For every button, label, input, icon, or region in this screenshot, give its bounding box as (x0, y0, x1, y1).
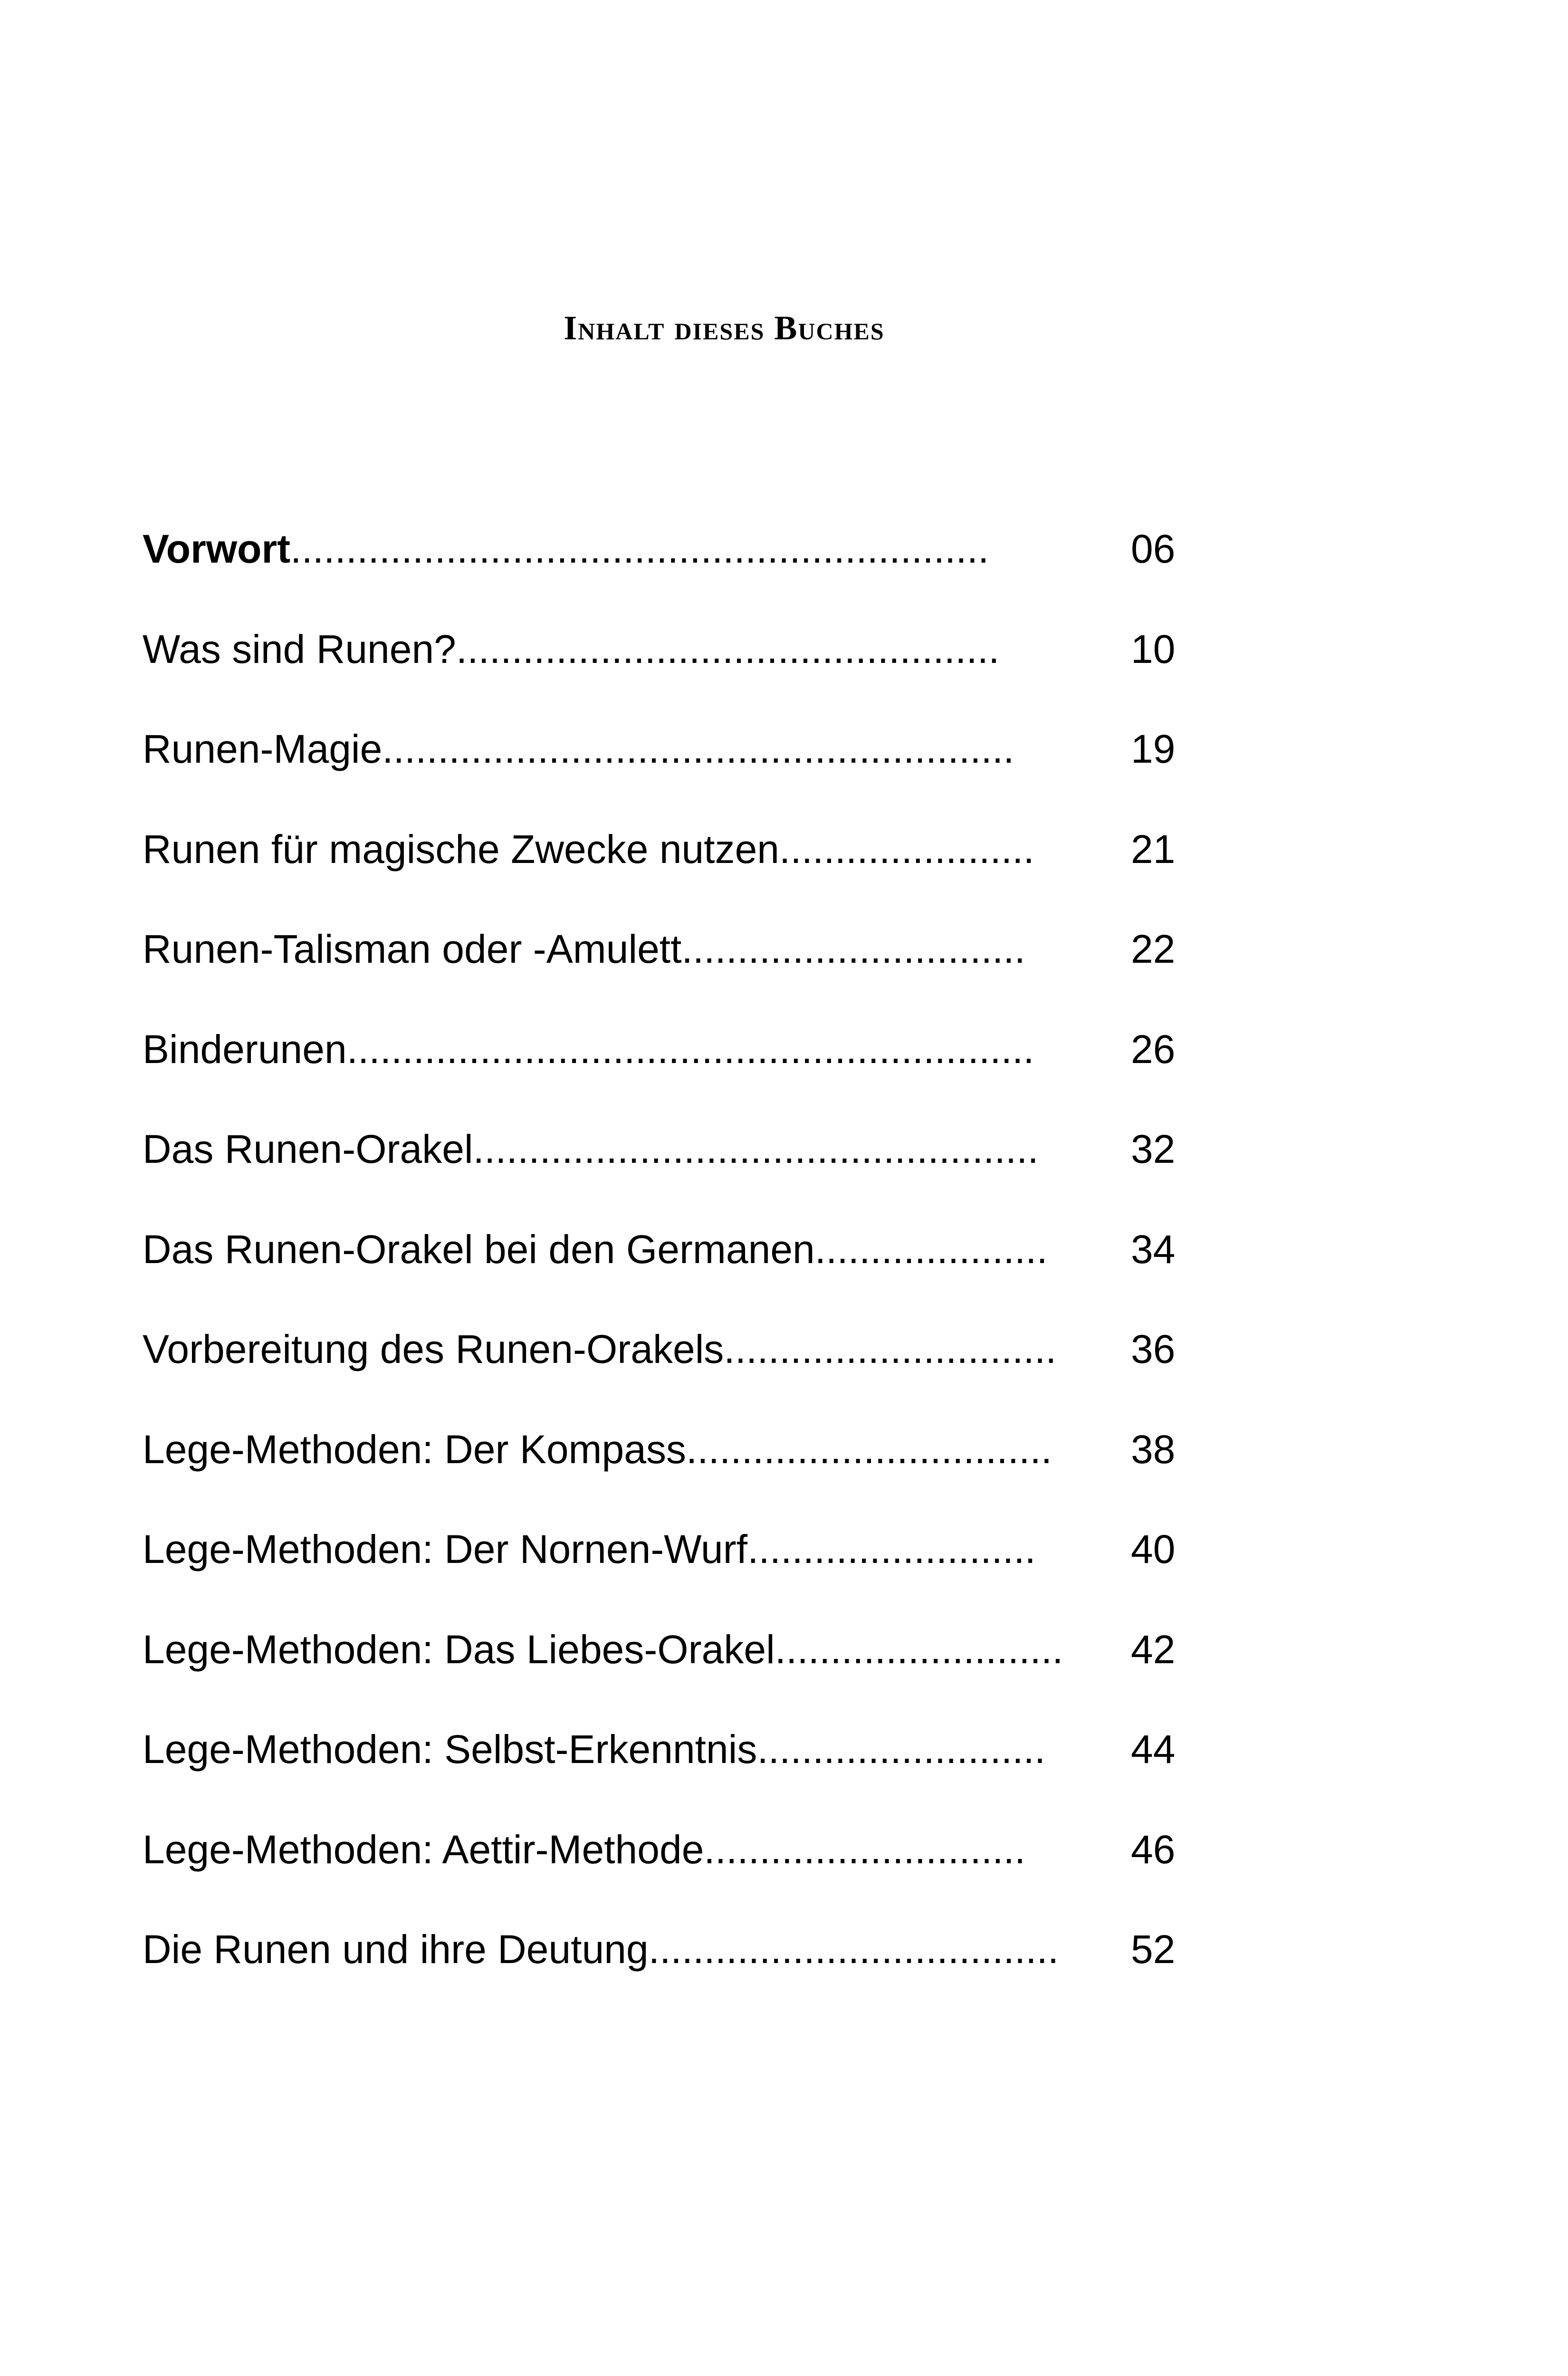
toc-page-number: 34 (1131, 1226, 1176, 1272)
toc-page-number: 42 (1131, 1627, 1176, 1672)
toc-page-number: 19 (1131, 727, 1176, 771)
toc-entry-title: Das Runen-Orakel bei den Germanen..................... (143, 1226, 1048, 1272)
toc-page-number: 40 (1131, 1527, 1176, 1571)
toc-entry (143, 823, 1188, 923)
toc-entry-title: Lege-Methoden: Der Nornen-Wurf.......................... (143, 1527, 1036, 1571)
toc-entry (143, 1423, 1188, 1523)
toc-entry (143, 1223, 1188, 1323)
toc-dot-leader: ................................................... (473, 1127, 1039, 1171)
toc-page-number: 26 (1131, 1026, 1176, 1072)
toc-entry-title: Das Runen-Orakel................................................... (143, 1127, 1039, 1171)
toc-entry (143, 1523, 1188, 1623)
toc-entry (143, 1123, 1188, 1223)
toc-page-number: 38 (1131, 1427, 1176, 1472)
toc-page-number: 10 (1131, 626, 1176, 671)
toc-dot-leader: .............................. (724, 1327, 1057, 1371)
page-title: Inhalt dieses Buches (564, 309, 885, 347)
toc-entry (143, 923, 1188, 1023)
toc-entry-title: Runen-Talisman oder -Amulett............................... (143, 927, 1025, 971)
toc-entry-title: Lege-Methoden: Aettir-Methode............................. (143, 1827, 1026, 1872)
toc-entry (143, 1723, 1188, 1823)
toc-entry (143, 1623, 1188, 1724)
toc-entry-title: Runen für magische Zwecke nutzen....................... (143, 826, 1034, 872)
toc-dot-leader: .............................................................. (346, 1026, 1034, 1072)
toc-page-number: 36 (1131, 1327, 1176, 1371)
toc-entry (143, 523, 1188, 623)
toc-dot-leader: .......................... (747, 1527, 1036, 1571)
toc-dot-leader: ............................................................... (290, 527, 989, 571)
toc-page-number: 44 (1131, 1727, 1176, 1772)
toc-page-number: 21 (1131, 826, 1176, 872)
toc-dot-leader: .......................... (757, 1727, 1046, 1772)
toc-dot-leader: ................................. (686, 1427, 1052, 1472)
toc-entry-title: Lege-Methoden: Selbst-Erkenntnis.......................... (143, 1727, 1046, 1772)
toc-entry-title: Binderunen.............................................................. (143, 1026, 1034, 1072)
toc-entry (143, 1923, 1188, 2023)
toc-entry (143, 623, 1188, 723)
toc-entry (143, 1823, 1188, 1924)
toc-dot-leader: ............................. (704, 1827, 1026, 1872)
toc-dot-leader: ....................... (779, 826, 1034, 872)
toc-page-number: 22 (1131, 927, 1176, 971)
toc-entry-title: Vorwort............................................................... (143, 527, 989, 571)
toc-dot-leader: ..................................... (648, 1927, 1059, 1972)
toc-entry-title: Runen-Magie......................................................... (143, 727, 1014, 771)
toc-entry (143, 723, 1188, 823)
toc-page-number: 06 (1131, 527, 1176, 571)
toc-dot-leader: ..................... (814, 1226, 1048, 1272)
toc-entry-title: Vorbereitung des Runen-Orakels.............................. (143, 1327, 1057, 1371)
toc-entry (143, 1023, 1188, 1123)
toc-entry-title: Was sind Runen?................................................. (143, 626, 1000, 671)
toc-dot-leader: ................................................. (456, 626, 1000, 671)
toc-dot-leader: ......................................................... (382, 727, 1014, 771)
toc-entry-title: Die Runen und ihre Deutung..................................... (143, 1927, 1059, 1972)
toc-entry-title: Lege-Methoden: Der Kompass................................. (143, 1427, 1052, 1472)
toc-page-number: 32 (1131, 1127, 1176, 1171)
toc-entry-title: Lege-Methoden: Das Liebes-Orakel.......................... (143, 1627, 1063, 1672)
toc-dot-leader: ............................... (681, 927, 1025, 971)
toc-dot-leader: .......................... (774, 1627, 1063, 1672)
toc-entry (143, 1323, 1188, 1423)
toc-page-number: 52 (1131, 1927, 1176, 1972)
toc-page-number: 46 (1131, 1827, 1176, 1872)
table-of-contents (143, 523, 1188, 2023)
